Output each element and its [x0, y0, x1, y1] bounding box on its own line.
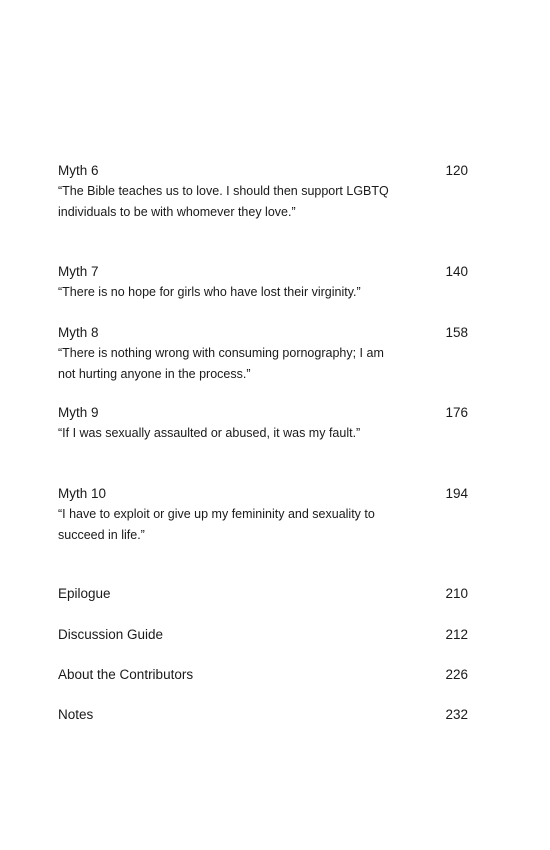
entry-page-number: 176	[445, 405, 468, 420]
entry-page-number: 232	[445, 707, 468, 722]
entry-quote: “I have to exploit or give up my femininity and sexuality to succeed in life.”	[58, 507, 375, 542]
entry-page-number: 158	[445, 325, 468, 340]
toc-entry-myth-8[interactable]	[58, 323, 468, 385]
toc-entry-notes[interactable]	[58, 705, 468, 725]
entry-title: Myth 8	[58, 325, 99, 340]
entry-page-number: 210	[445, 586, 468, 601]
entry-page-number: 194	[445, 486, 468, 501]
toc-entry-epilogue[interactable]	[58, 584, 468, 604]
entry-title: Discussion Guide	[58, 627, 164, 642]
entry-page-number: 226	[445, 667, 468, 682]
toc-entry-myth-6[interactable]	[58, 161, 468, 223]
entry-quote: “There is nothing wrong with consuming pornography; I am not hurting anyone in the process.”	[58, 346, 384, 381]
entry-page-number: 120	[445, 163, 468, 178]
entry-quote: “If I was sexually assaulted or abused, it was my fault.”	[58, 426, 361, 440]
entry-title: About the Contributors	[58, 667, 194, 682]
toc-entry-discussion-guide[interactable]	[58, 625, 468, 645]
entry-title: Myth 9	[58, 405, 99, 420]
entry-page-number: 140	[445, 264, 468, 279]
toc-entry-about-the-contributors[interactable]	[58, 665, 468, 685]
entry-title: Myth 7	[58, 264, 99, 279]
toc-entry-myth-10[interactable]	[58, 484, 468, 546]
toc-entry-myth-7[interactable]	[58, 262, 468, 303]
entry-title: Epilogue	[58, 586, 111, 601]
toc-entry-myth-9[interactable]	[58, 403, 468, 444]
entry-title: Myth 6	[58, 163, 99, 178]
entry-page-number: 212	[445, 627, 468, 642]
entry-quote: “The Bible teaches us to love. I should then support LGBTQ individuals to be with whomever they love.”	[58, 184, 389, 219]
entry-quote: “There is no hope for girls who have lost their virginity.”	[58, 285, 361, 299]
entry-title: Myth 10	[58, 486, 107, 501]
entry-title: Notes	[58, 707, 94, 722]
